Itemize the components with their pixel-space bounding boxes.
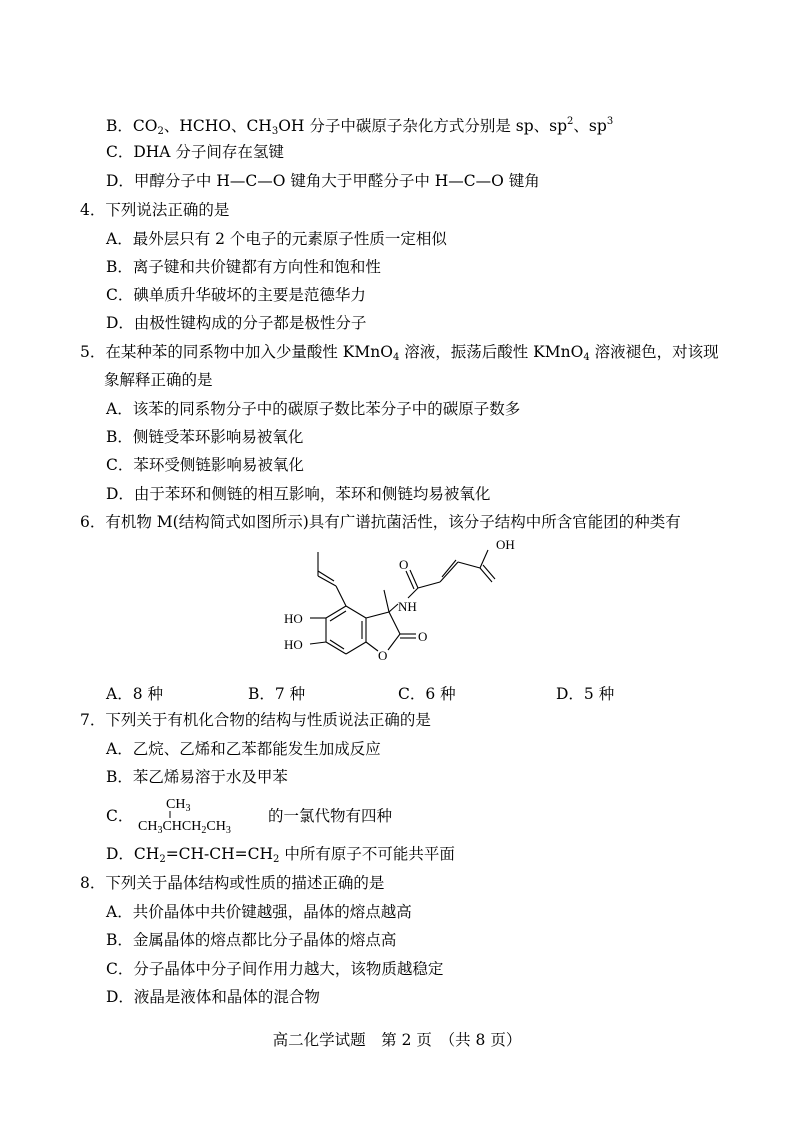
q7-option-c-structure (138, 794, 268, 834)
bond (330, 611, 346, 621)
bond (410, 570, 418, 588)
molecule-m-structure (270, 532, 530, 680)
bond (318, 571, 334, 581)
bond (418, 582, 440, 588)
q7-option-d: D．$CH_2=CH-CH=CH_2$ 中所有原子不可能共平面 (106, 845, 455, 865)
q3-option-c: C．DHA 分子间存在氢键 (106, 143, 284, 161)
bond (483, 565, 495, 579)
q5-option-d: D．由于苯环和侧链的相互影响，苯环和侧链均易被氧化 (106, 485, 491, 503)
bond (440, 562, 458, 582)
q6-stem: 6．有机物 M(结构简式如图所示)具有广谱抗菌活性，该分子结构中所含官能团的种类有 (80, 513, 681, 531)
bond (336, 586, 346, 606)
q4-option-c: C．碘单质升华破坏的主要是范德华力 (106, 286, 366, 304)
bond (480, 568, 492, 582)
q3-option-d: D．甲醇分子中 H—C—O 键角大于甲醛分子中 H—C—O 键角 (106, 172, 540, 190)
q6-option-a: A．8 种 (106, 685, 163, 703)
ho-label: HO (284, 637, 303, 652)
bond (388, 634, 400, 650)
page-footer: 高二化学试题 第 2 页 （共 8 页） (272, 1031, 522, 1049)
bond (346, 606, 366, 618)
o-label: O (378, 648, 388, 663)
bond (458, 562, 480, 568)
q7-stem: 7．下列关于有机化合物的结构与性质说法正确的是 (80, 711, 431, 729)
q6-option-b: B．7 种 (248, 685, 306, 703)
q4-option-d: D．由极性键构成的分子都是极性分子 (106, 314, 367, 332)
bond (389, 604, 398, 612)
o-label: O (399, 557, 409, 572)
bond (384, 590, 389, 612)
q3-option-b: B．$CO_2$、HCHO、$CH_3OH$ 分子中碳原子杂化方式分别是 sp、$sp^2$、$sp^3$ (106, 116, 614, 137)
bond (310, 642, 326, 644)
chain-label: $CH_3CHCH_2CH_3$ (138, 819, 231, 834)
q7-option-a: A．乙烷、乙烯和乙苯都能发生加成反应 (106, 740, 381, 758)
q8-stem: 8．下列关于晶体结构或性质的描述正确的是 (80, 874, 385, 892)
q5-option-c: C．苯环受侧链影响易被氧化 (106, 456, 304, 474)
bond (366, 642, 378, 651)
bond (330, 640, 344, 649)
q7-option-b: B．苯乙烯易溶于水及甲苯 (106, 768, 288, 786)
bond (480, 550, 488, 568)
bond (366, 612, 389, 618)
q4-option-a: A．最外层只有 2 个电子的元素原子性质一定相似 (106, 230, 447, 248)
q6-option-c: C．6 种 (398, 685, 456, 703)
q6-option-d: D．5 种 (556, 685, 615, 703)
oh-label: OH (496, 537, 515, 552)
ho-label: HO (284, 611, 303, 626)
o-label: O (418, 629, 428, 644)
q4-option-b: B．离子键和共价键都有方向性和饱和性 (106, 258, 381, 276)
bond (442, 560, 456, 577)
bond (389, 612, 400, 634)
bond (346, 642, 366, 654)
q8-option-c: C．分子晶体中分子间作用力越大，该物质越稳定 (106, 960, 444, 978)
q8-option-b: B．金属晶体的熔点都比分子晶体的熔点高 (106, 931, 397, 949)
q8-option-a: A．共价晶体中共价键越强，晶体的熔点越高 (106, 903, 412, 921)
q6-options-row (0, 682, 794, 704)
q5-option-a: A．该苯的同系物分子中的碳原子数比苯分子中的碳原子数多 (106, 400, 521, 418)
bond (408, 588, 418, 598)
nh-label: NH (398, 599, 417, 614)
q4-stem: 4．下列说法正确的是 (80, 201, 230, 219)
bond (406, 571, 414, 589)
bond (326, 606, 346, 618)
q5-stem: 5．在某种苯的同系物中加入少量酸性 KMnO$_4$ 溶液，振荡后酸性 KMnO$_4$ 溶液褪色，对该现 (80, 343, 719, 363)
q5-stem-continuation: 象解释正确的是 (104, 371, 213, 389)
q5-option-b: B．侧链受苯环影响易被氧化 (106, 428, 304, 446)
q7-option-c-text: 的一氯代物有四种 (268, 807, 393, 825)
q7-option-c-label: C． (106, 807, 134, 825)
q8-option-d: D．液晶是液体和晶体的混合物 (106, 988, 320, 1006)
methyl-label: $CH_3$ (166, 797, 191, 814)
